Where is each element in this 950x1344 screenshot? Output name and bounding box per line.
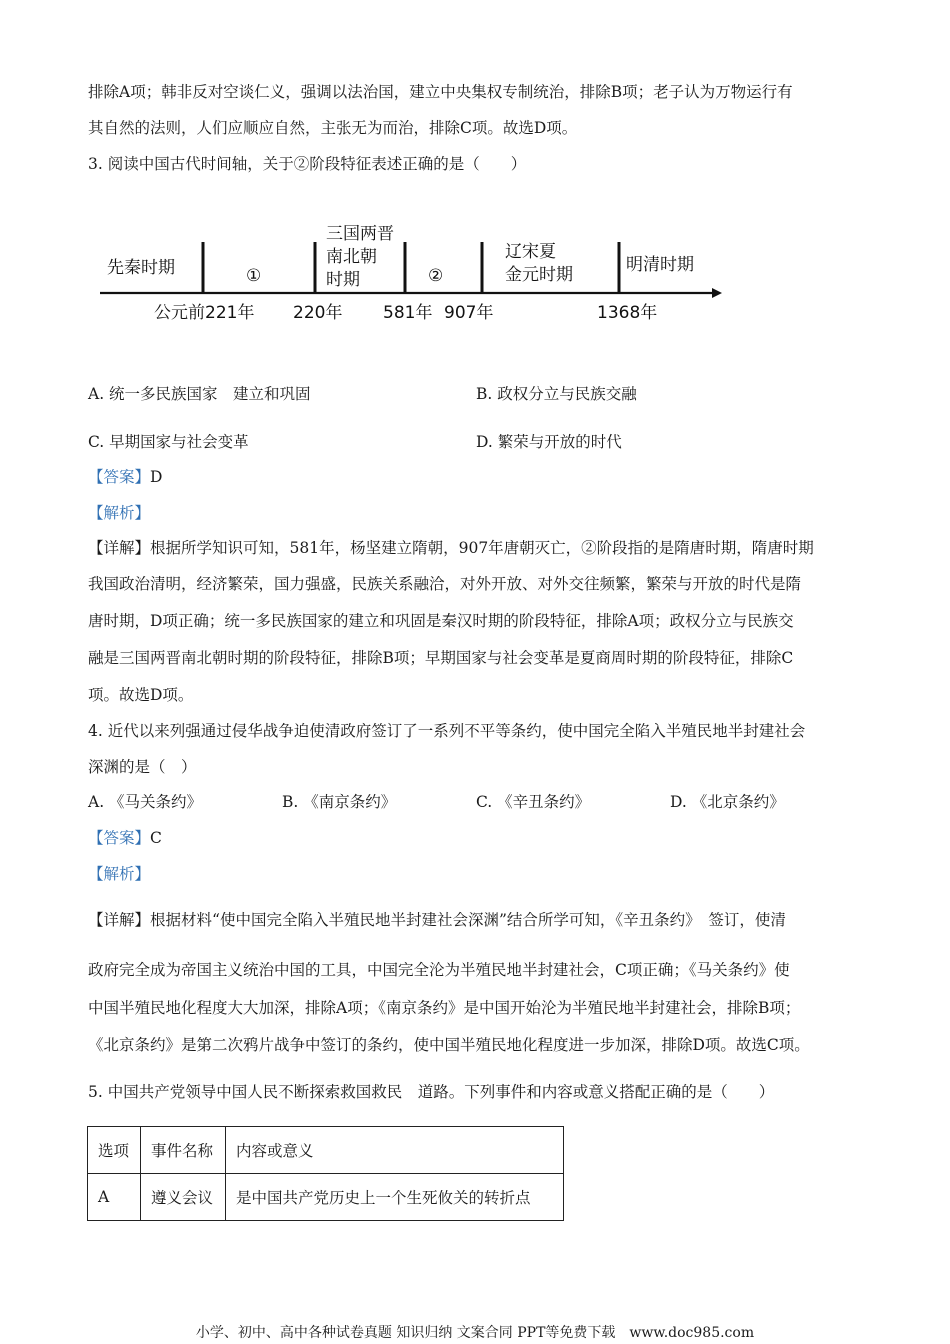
option-d: D. 繁荣与开放的时代 — [476, 433, 622, 451]
timeline-label-mingqing: 明清时期 — [626, 255, 694, 275]
detail-line: 政府完全成为帝国主义统治中国的工具，中国完全沦为半殖民地半封建社会，C项正确；《马关条约》使 — [88, 961, 790, 979]
table-cell: 遵义会议 — [141, 1174, 226, 1221]
answer-tag: 【答案】 — [88, 468, 151, 486]
option-a: A. 《马关条约》 — [88, 793, 203, 811]
page-footer: 小学、初中、高中各种试卷真题 知识归纳 文案合同 PPT等免费下载 www.doc985.com — [195, 1325, 755, 1341]
table-row — [88, 1174, 564, 1221]
detail-line: 融是三国两晋南北朝时期的阶段特征，排除B项；早期国家与社会变革是夏商周时期的阶段特征，排除C — [88, 649, 794, 667]
answer-line — [88, 466, 162, 488]
answer-line — [88, 827, 162, 849]
question-3-stem: 3. 阅读中国古代时间轴，关于②阶段特征表述正确的是（ ） — [88, 155, 527, 173]
timeline-date: 1368年 — [597, 303, 658, 323]
option-b: B. 政权分立与民族交融 — [476, 385, 637, 403]
detail-tag: 【详解】 — [88, 539, 151, 557]
analysis-line — [88, 863, 150, 885]
table-header: 内容或意义 — [226, 1127, 564, 1174]
answer-tag: 【答案】 — [88, 829, 151, 847]
question-4-stem: 深渊的是（ ） — [88, 758, 197, 776]
detail-line: 《北京条约》是第二次鸦片战争中签订的条约，使中国半殖民地化程度进一步加深，排除D项。故选C项。 — [88, 1036, 810, 1054]
table-header-row — [88, 1127, 564, 1174]
option-a: A. 统一多民族国家 建立和巩固 — [88, 385, 311, 403]
detail-tag: 【详解】 — [88, 911, 151, 929]
analysis-line — [88, 502, 150, 524]
option-b: B. 《南京条约》 — [282, 793, 397, 811]
table-cell: A — [88, 1174, 141, 1221]
timeline-arrow — [712, 288, 722, 298]
timeline-label-xianqin: 先秦时期 — [107, 258, 175, 278]
paragraph-line: 排除A项；韩非反对空谈仁义，强调以法治国，建立中央集权专制统治，排除B项；老子认为万物运行有 — [88, 83, 793, 101]
timeline-date: 907年 — [444, 303, 494, 323]
paragraph-line: 其自然的法则，人们应顺应自然，主张无为而治，排除C项。故选D项。 — [88, 119, 578, 137]
option-c: C. 早期国家与社会变革 — [88, 433, 249, 451]
timeline-label-sanguo: 南北朝 — [326, 247, 377, 267]
analysis-tag: 【解析】 — [88, 504, 151, 522]
answer-value: D — [150, 468, 163, 486]
timeline-label-liao: 金元时期 — [505, 265, 573, 285]
detail-line — [88, 537, 814, 559]
answer-value: C — [150, 829, 162, 847]
table-header: 选项 — [88, 1127, 141, 1174]
option-c: C. 《辛丑条约》 — [476, 793, 591, 811]
timeline-label-liao: 辽宋夏 — [505, 242, 556, 262]
answer-table — [87, 1126, 564, 1221]
question-4-stem: 4. 近代以来列强通过侵华战争迫使清政府签订了一系列不平等条约，使中国完全陷入半殖民地半封建社会 — [88, 722, 806, 740]
analysis-tag: 【解析】 — [88, 865, 151, 883]
detail-line: 我国政治清明，经济繁荣，国力强盛，民族关系融洽，对外开放、对外交往频繁，繁荣与开放的时代是隋 — [88, 575, 802, 593]
table-cell: 是中国共产党历史上一个生死攸关的转折点 — [226, 1174, 564, 1221]
timeline-label-sanguo: 时期 — [326, 270, 360, 290]
detail-line: 项。故选D项。 — [88, 686, 194, 704]
detail-line: 唐时期，D项正确；统一多民族国家的建立和巩固是秦汉时期的阶段特征，排除A项；政权分立与民族交 — [88, 612, 794, 630]
timeline-label-2: ② — [428, 266, 444, 286]
timeline-date: 581年 — [383, 303, 433, 323]
timeline-diagram — [100, 218, 740, 330]
option-d: D. 《北京条约》 — [670, 793, 785, 811]
table-header: 事件名称 — [141, 1127, 226, 1174]
detail-text: 根据所学知识可知，581年，杨坚建立隋朝，907年唐朝灭亡，②阶段指的是隋唐时期，隋唐时期 — [150, 539, 814, 557]
detail-line: 中国半殖民地化程度大大加深，排除A项；《南京条约》是中国开始沦为半殖民地半封建社会，排除B项； — [88, 999, 801, 1017]
timeline-label-1: ① — [246, 266, 262, 286]
detail-line — [88, 909, 786, 931]
timeline-date: 公元前221年 — [154, 303, 255, 323]
question-5-stem: 5. 中国共产党领导中国人民不断探索救国救民 道路。下列事件和内容或意义搭配正确的是（ ） — [88, 1083, 775, 1101]
detail-text: 根据材料“使中国完全陷入半殖民地半封建社会深渊”结合所学可知，《辛丑条约》 签订，使清 — [150, 911, 786, 929]
timeline-label-sanguo: 三国两晋 — [326, 224, 394, 244]
timeline-date: 220年 — [293, 303, 343, 323]
